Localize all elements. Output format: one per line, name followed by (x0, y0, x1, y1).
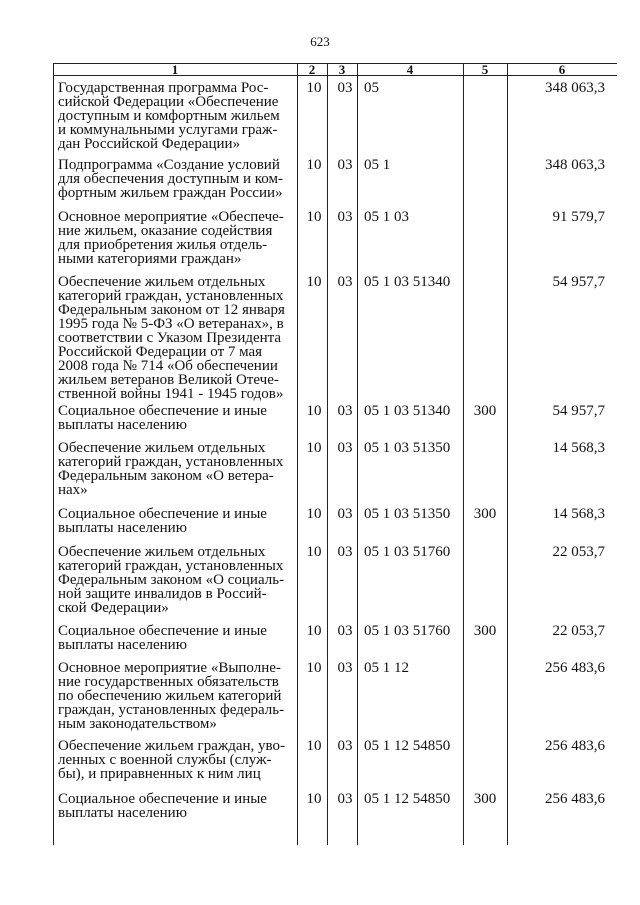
row-description: Подпрограмма «Создание условий для обеспечения доступным и ком- фортным жильем граждан России» (58, 157, 284, 201)
target-article-code: 05 1 (364, 157, 391, 173)
column-header: 2 (308, 62, 316, 77)
section-code: 10 (306, 440, 322, 456)
expense-type-code: 300 (473, 506, 497, 522)
table-left-border (53, 63, 54, 845)
section-code: 10 (306, 791, 322, 807)
row-description: Основное мероприятие «Выполне- ние государственных обязательств по обеспечению жильем категорий граждан, установленных федераль- ным законодательством» (58, 660, 285, 732)
row-description: Социальное обеспечение и иные выплаты населению (58, 791, 267, 821)
subsection-code: 03 (337, 403, 353, 419)
amount: 256 483,6 (545, 660, 605, 676)
section-code: 10 (306, 403, 322, 419)
amount: 14 568,3 (552, 506, 605, 522)
amount: 22 053,7 (552, 544, 605, 560)
target-article-code: 05 1 03 51760 (364, 623, 451, 639)
section-code: 10 (306, 506, 322, 522)
target-article-code: 05 1 03 51350 (364, 440, 451, 456)
amount: 256 483,6 (545, 791, 605, 807)
row-description: Обеспечение жильем граждан, уво- ленных с военной службы (служ- бы), и приравненных к ним лиц (58, 738, 286, 782)
column-header: 3 (338, 62, 346, 77)
section-code: 10 (306, 80, 322, 96)
amount: 54 957,7 (552, 403, 605, 419)
subsection-code: 03 (337, 660, 353, 676)
amount: 348 063,3 (545, 157, 605, 173)
subsection-code: 03 (337, 791, 353, 807)
section-code: 10 (306, 660, 322, 676)
row-description: Обеспечение жильем отдельных категорий граждан, установленных Федеральным законом «О ветера- нах» (58, 440, 284, 498)
row-description: Обеспечение жильем отдельных категорий граждан, установленных Федеральным законом от 12 января 1995 года № 5-ФЗ «О ветеранах», в соответствии с Указом Президента Российской Федерации от 7 мая 2008 года № 714 «Об обеспечении жильем ветеранов Великой Отече- ственной войны 1941 - 1945 годов» (58, 274, 285, 402)
column-header: 5 (481, 62, 489, 77)
target-article-code: 05 1 12 54850 (364, 791, 451, 807)
expense-type-code: 300 (473, 403, 497, 419)
section-code: 10 (306, 738, 322, 754)
subsection-code: 03 (337, 157, 353, 173)
subsection-code: 03 (337, 506, 353, 522)
column-divider (507, 63, 508, 845)
target-article-code: 05 1 03 51350 (364, 506, 451, 522)
target-article-code: 05 1 03 51340 (364, 403, 451, 419)
section-code: 10 (306, 209, 322, 225)
row-description: Государственная программа Рос- сийской Федерации «Обеспечение доступным и комфортным жильем и коммунальными услугами граж- дан Российской Федерации» (58, 80, 280, 152)
subsection-code: 03 (337, 80, 353, 96)
target-article-code: 05 1 12 54850 (364, 738, 451, 754)
row-description: Социальное обеспечение и иные выплаты населению (58, 506, 267, 536)
subsection-code: 03 (337, 440, 353, 456)
table-header-row (53, 63, 617, 76)
row-description: Социальное обеспечение и иные выплаты населению (58, 403, 267, 433)
section-code: 10 (306, 157, 322, 173)
subsection-code: 03 (337, 738, 353, 754)
amount: 348 063,3 (545, 80, 605, 96)
section-code: 10 (306, 544, 322, 560)
column-header: 1 (171, 62, 179, 77)
amount: 14 568,3 (552, 440, 605, 456)
target-article-code: 05 1 03 (364, 209, 409, 225)
target-article-code: 05 (364, 80, 379, 96)
row-description: Основное мероприятие «Обеспече- ние жильем, оказание содействия для приобретения жилья отдель- ными категориями граждан» (58, 209, 284, 267)
section-code: 10 (306, 274, 322, 290)
expense-type-code: 300 (473, 623, 497, 639)
subsection-code: 03 (337, 274, 353, 290)
amount: 91 579,7 (552, 209, 605, 225)
section-code: 10 (306, 623, 322, 639)
column-header: 4 (406, 62, 414, 77)
amount: 22 053,7 (552, 623, 605, 639)
column-header: 6 (558, 62, 566, 77)
page-number: 623 (310, 34, 330, 49)
subsection-code: 03 (337, 209, 353, 225)
subsection-code: 03 (337, 623, 353, 639)
row-description: Социальное обеспечение и иные выплаты населению (58, 623, 267, 653)
amount: 256 483,6 (545, 738, 605, 754)
row-description: Обеспечение жильем отдельных категорий граждан, установленных Федеральным законом «О социаль- ной защите инвалидов в Россий- ской Федерации» (58, 544, 285, 616)
amount: 54 957,7 (552, 274, 605, 290)
subsection-code: 03 (337, 544, 353, 560)
target-article-code: 05 1 03 51340 (364, 274, 451, 290)
expense-type-code: 300 (473, 791, 497, 807)
target-article-code: 05 1 12 (364, 660, 409, 676)
target-article-code: 05 1 03 51760 (364, 544, 451, 560)
